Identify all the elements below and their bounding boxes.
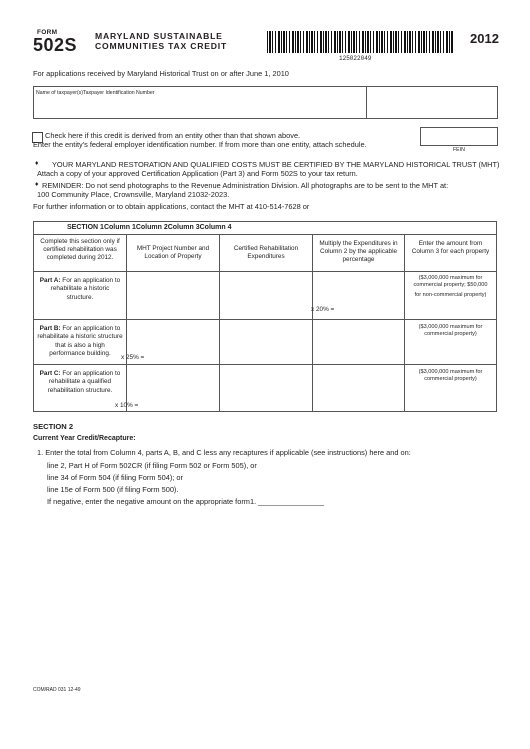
part-a-amount-cell[interactable] <box>405 272 497 320</box>
section2-line5: If negative, enter the negative amount on the appropriate form1. ________________ <box>47 497 324 506</box>
entity-check-text: Check here if this credit is derived from an entity other than that shown above. <box>45 131 301 140</box>
barcode-image <box>267 31 453 53</box>
part-b-bold: Part B: <box>39 325 61 332</box>
section1-col1-header: MHT Project Number and Location of Property <box>127 235 220 272</box>
part-c-amount-cell[interactable] <box>405 365 497 412</box>
part-b-multiplier: x 25% = <box>121 354 145 361</box>
fein-field[interactable] <box>420 127 498 146</box>
part-b-max-note: ($3,000,000 maximum for commercial property) <box>418 324 483 337</box>
section2-subtitle: Current Year Credit/Recapture: <box>33 435 136 442</box>
certify-note: YOUR MARYLAND RESTORATION AND QUALIFIED COSTS MUST BE CERTIFIED BY THE MARYLAND HISTORICAL TRUST (MHT) <box>52 160 500 169</box>
part-b-expenditures-input[interactable] <box>220 320 313 365</box>
part-c-multiplier: x 10% = <box>115 402 139 409</box>
part-a-max-note1: ($3,000,000 maximum for commercial property; $50,000 <box>413 275 488 288</box>
part-a-max-note2: for non-commercial property) <box>414 291 487 298</box>
entity-fein-instruction: Enter the entity's federal employer identification number. If from more than one entity, attach schedule. <box>33 140 367 149</box>
mht-address: 100 Community Place, Crownsville, Maryland 21032-2023. <box>37 190 230 199</box>
bullet-icon: ♦ <box>35 160 39 167</box>
part-a-expenditures-input[interactable] <box>220 272 313 320</box>
section1-table <box>33 221 497 412</box>
taxpayer-box <box>33 86 498 119</box>
form-title-line1: MARYLAND SUSTAINABLE <box>95 31 223 41</box>
mht-contact-info: For further information or to obtain applications, contact the MHT at 410-514-7628 or <box>33 202 310 211</box>
part-a-text: For an application to rehabilitate a historic structure. <box>50 277 121 301</box>
section1-header: SECTION 1Column 1Column 2Column 3Column 4 <box>34 222 497 235</box>
section1-col3-header: Multiply the Expenditures in Column 2 by the applicable percentage <box>313 235 405 272</box>
taxpayer-box-divider <box>366 87 367 118</box>
part-a-bold: Part A: <box>39 277 61 284</box>
part-a-multiply-cell[interactable] <box>313 272 405 320</box>
part-b-text: For an application to rehabilitate a historic structure that is also a high performance building. <box>37 325 123 357</box>
part-c-expenditures-input[interactable] <box>220 365 313 412</box>
tax-year: 2012 <box>470 31 499 46</box>
part-c-text: For an application to rehabilitate a qualified rehabilitation structure. <box>47 370 121 394</box>
part-c-multiply-cell[interactable] <box>313 365 405 412</box>
part-a-multiplier: x 20% = <box>311 306 335 313</box>
taxpayer-name-field[interactable] <box>37 96 363 116</box>
part-c-max-note: ($3,000,000 maximum for commercial property) <box>418 369 483 382</box>
section2-line4: line 15e of Form 500 (if filing Form 500). <box>47 485 179 494</box>
part-b-multiply-cell[interactable] <box>313 320 405 365</box>
part-c-bold: Part C: <box>39 370 61 377</box>
form-number: 502S <box>33 35 78 55</box>
part-b-amount-cell[interactable] <box>405 320 497 365</box>
taxpayer-id-field[interactable] <box>369 96 495 116</box>
barcode-number: 125022049 <box>339 55 372 62</box>
section2-line2: line 2, Part H of Form 502CR (if filing Form 502 or Form 505), or <box>47 461 257 470</box>
intro-text: For applications received by Maryland Historical Trust on or after June 1, 2010 <box>33 69 289 78</box>
section1-col2-header: Certified Rehabilitation Expenditures <box>220 235 313 272</box>
section2-line1: 1. Enter the total from Column 4, parts A, B, and C less any recaptures if applicable (see instructions) here and on: <box>37 448 411 457</box>
part-a-project-input[interactable] <box>127 272 220 320</box>
part-c-label <box>34 365 127 412</box>
part-b-label <box>34 320 127 365</box>
section1-col4-header: Enter the amount from Column 3 for each property <box>405 235 497 272</box>
part-a-label <box>34 272 127 320</box>
section2-line3: line 34 of Form 504 (if filing Form 504); or <box>47 473 183 482</box>
fein-label: FEIN <box>453 147 465 153</box>
form-title-line2: COMMUNITIES TAX CREDIT <box>95 41 228 51</box>
section2-title: SECTION 2 <box>33 422 74 431</box>
part-b-project-input[interactable] <box>121 320 220 365</box>
form-footer-code: COM/RAD 031 12-49 <box>33 687 81 693</box>
certify-attach-note: Attach a copy of your approved Certification Application (Part 3) and Form 502S to your tax return. <box>37 169 358 178</box>
form-label: FORM <box>37 29 58 36</box>
bullet-icon: ♦ <box>35 181 39 188</box>
taxpayer-box-label: Name of taxpayer(s)Taxpayer Identification Number <box>36 90 155 96</box>
section2-credit-field[interactable] <box>269 497 349 507</box>
reminder-note: REMINDER: Do not send photographs to the Revenue Administration Division. All photographs are to be sent to the MHT at: <box>42 181 449 190</box>
section1-col0-header: Complete this section only if certified rehabilitation was completed during 2012. <box>34 235 127 272</box>
part-c-project-input[interactable] <box>115 365 220 412</box>
